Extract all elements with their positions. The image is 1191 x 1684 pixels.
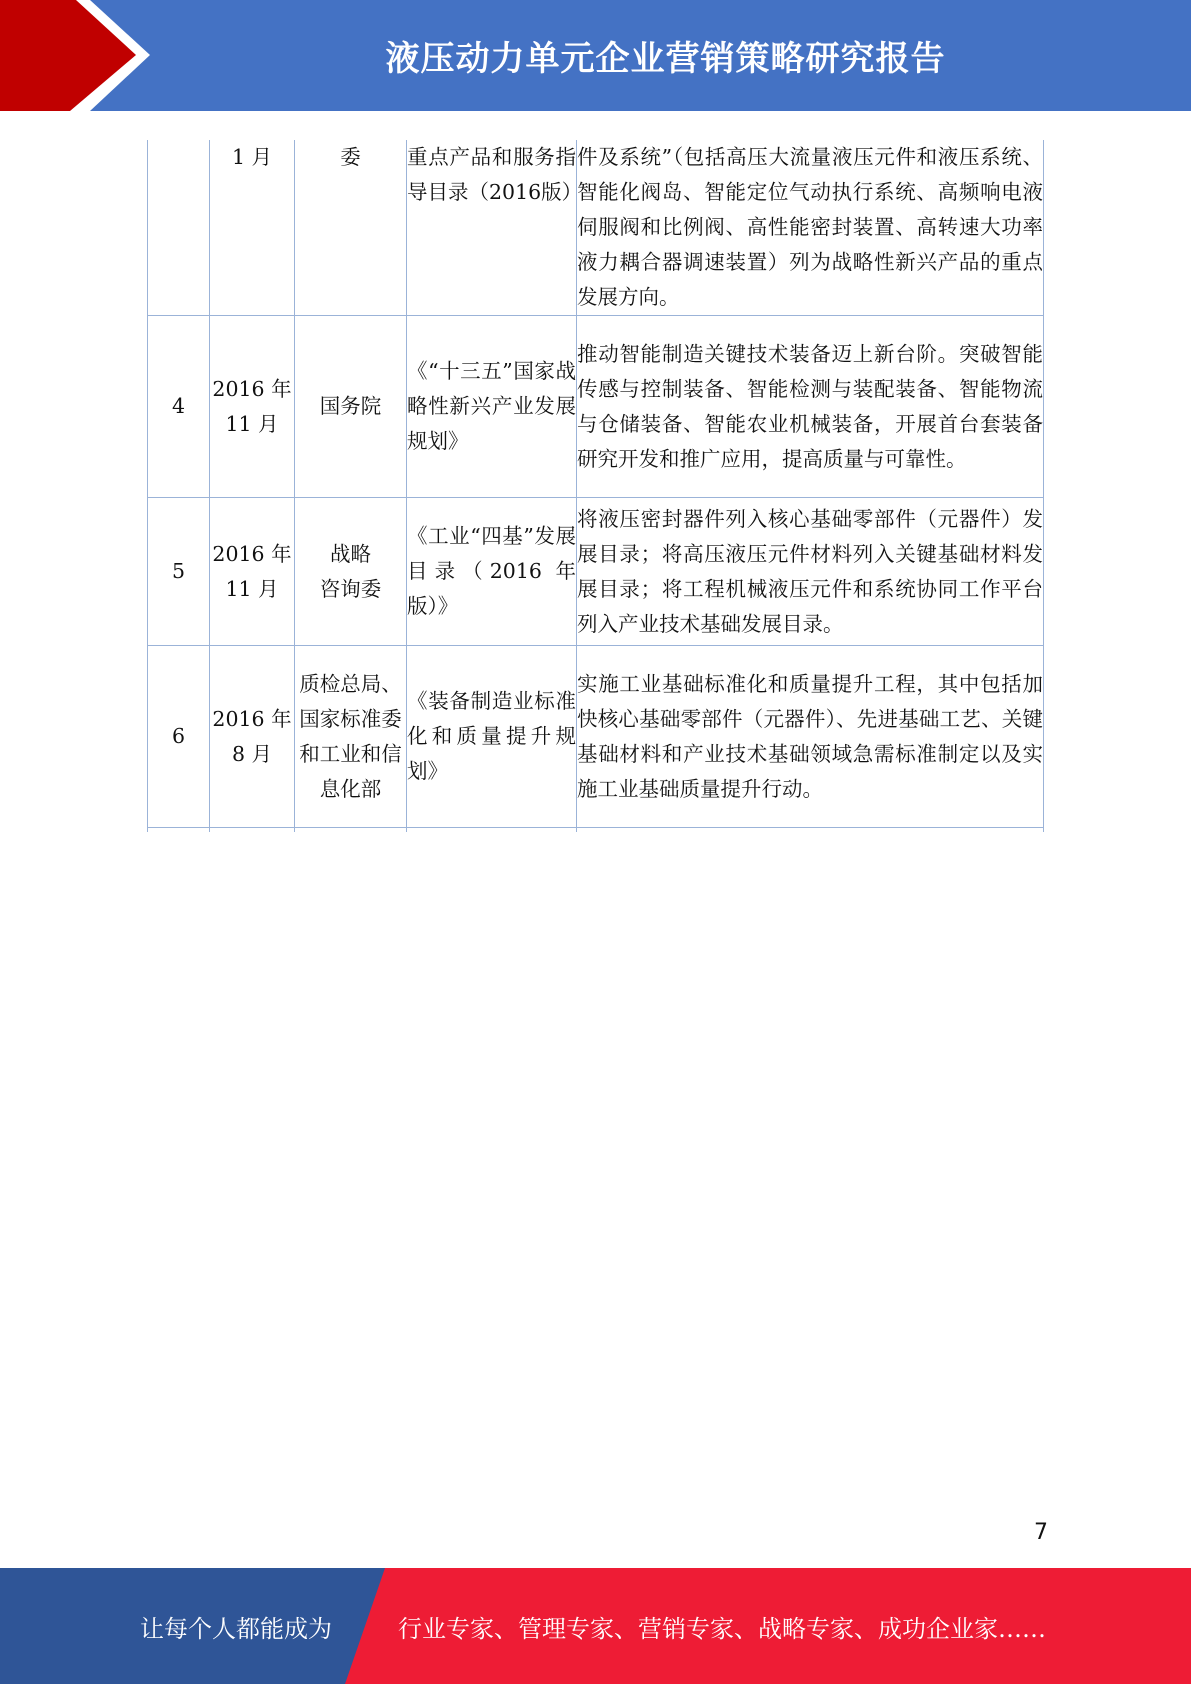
row-issuer: 质检总局、国家标准委和工业和信息化部 [295, 646, 407, 828]
row-date [210, 498, 295, 646]
row-document: 《装备制造业标准化和质量提升规划》 [407, 646, 577, 828]
row-number: 5 [148, 498, 210, 646]
footer-slogan-right: 行业专家、管理专家、营销专家、战略专家、成功企业家…… [398, 1614, 1046, 1643]
row-content: 实施工业基础标准化和质量提升工程，其中包括加快核心基础零部件（元器件）、先进基础工艺、关键基础材料和产业技术基础领域急需标准制定以及实施工业基础质量提升行动。 [577, 646, 1044, 828]
table-row [148, 316, 1044, 498]
table-row-stub [148, 828, 1044, 833]
row-issuer: 委 [295, 140, 407, 316]
row-date [210, 316, 295, 498]
row-document: 重点产品和服务指导目录（2016版） [407, 140, 577, 316]
page-header [0, 0, 1191, 111]
stub-cell [577, 828, 1044, 833]
row-issuer-line: 战略 [330, 541, 371, 566]
row-date-year: 2016 年 [212, 706, 292, 731]
row-date-month: 11 月 [225, 576, 279, 601]
table-row [148, 646, 1044, 828]
row-document: 《“十三五”国家战略性新兴产业发展规划》 [407, 316, 577, 498]
row-number [148, 140, 210, 316]
row-issuer [295, 498, 407, 646]
stub-cell [295, 828, 407, 833]
report-title: 液压动力单元企业营销策略研究报告 [385, 39, 946, 79]
row-issuer-line: 咨询委 [319, 576, 382, 601]
row-date-year: 2016 年 [212, 376, 292, 401]
stub-cell [148, 828, 210, 833]
policy-table [147, 140, 1044, 832]
row-content: 推动智能制造关键技术装备迈上新台阶。突破智能传感与控制装备、智能检测与装配装备、智能物流与仓储装备、智能农业机械装备，开展首台套装备研究开发和推广应用，提高质量与可靠性。 [577, 316, 1044, 498]
row-date-month: 11 月 [225, 411, 279, 436]
row-date-month: 8 月 [231, 741, 273, 766]
row-date [210, 646, 295, 828]
row-date: 1 月 [210, 140, 295, 316]
row-content: 件及系统”（包括高压大流量液压元件和液压系统、智能化阀岛、智能定位气动执行系统、高频响电液伺服阀和比例阀、高性能密封装置、高转速大功率液力耦合器调速装置）列为战略性新兴产品的重点发展方向。 [577, 140, 1044, 316]
table-row [148, 140, 1044, 316]
page-number: 7 [1034, 1520, 1048, 1545]
stub-cell [407, 828, 577, 833]
row-issuer: 国务院 [295, 316, 407, 498]
footer-slogan-left: 让每个人都能成为 [140, 1614, 332, 1643]
table-row [148, 498, 1044, 646]
row-number: 4 [148, 316, 210, 498]
stub-cell [210, 828, 295, 833]
row-date-year: 2016 年 [212, 541, 292, 566]
row-content: 将液压密封器件列入核心基础零部件（元器件）发展目录；将高压液压元件材料列入关键基础材料发展目录；将工程机械液压元件和系统协同工作平台列入产业技术基础发展目录。 [577, 498, 1044, 646]
page-footer [0, 1568, 1191, 1684]
row-number: 6 [148, 646, 210, 828]
row-document: 《工业“四基”发展目录（2016 年版）》 [407, 498, 577, 646]
